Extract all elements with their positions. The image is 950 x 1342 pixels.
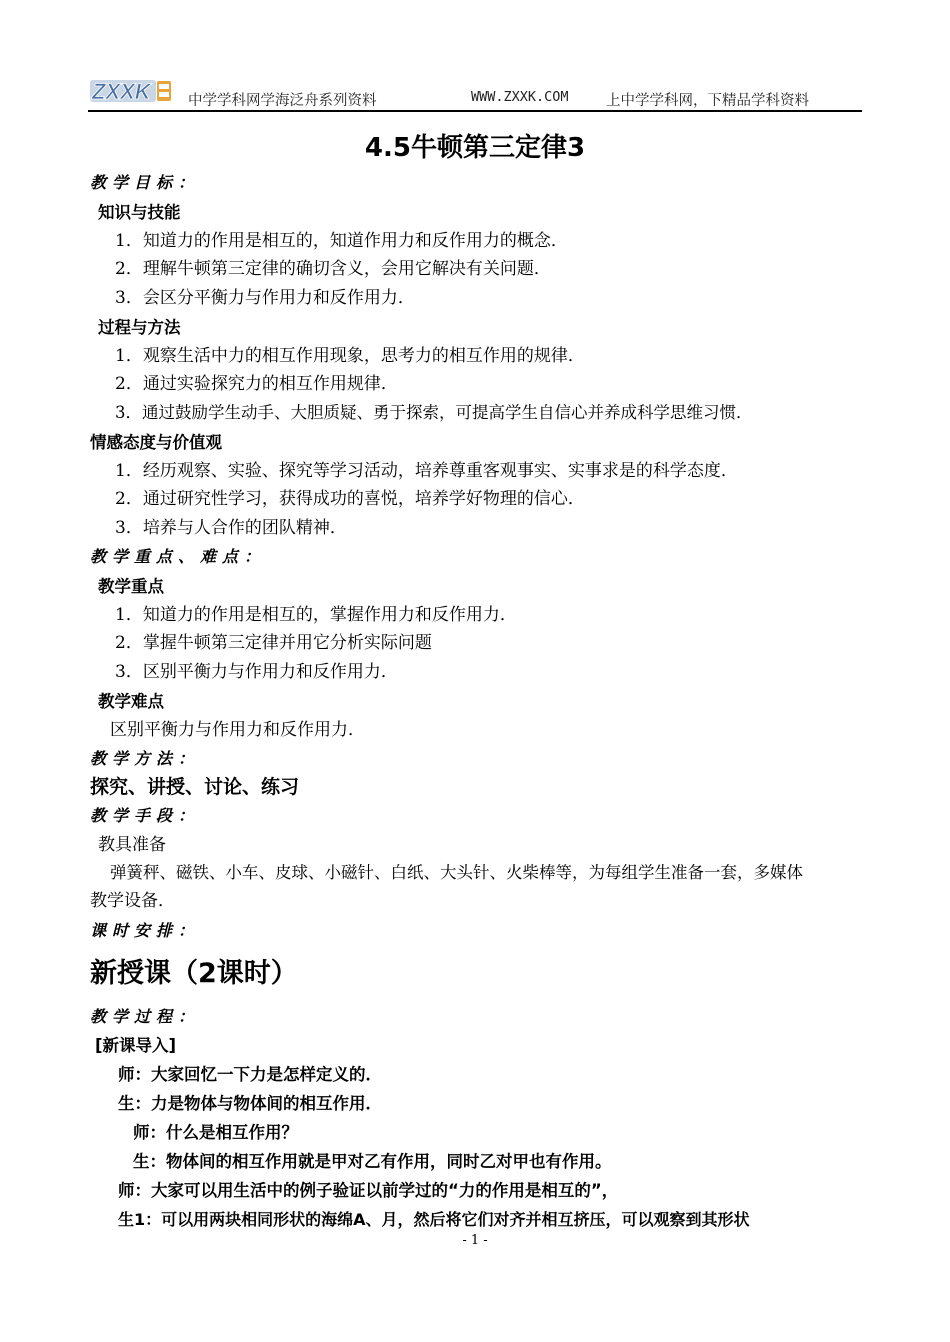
zxxk-logo (90, 76, 172, 106)
process-method-item: 3．通过鼓励学生动手、大胆质疑、勇于探索，可提高学生自信心并养成科学思维习惯． (115, 403, 753, 422)
methods-text: 探究、讲授、讨论、练习 (90, 776, 300, 798)
page-header (88, 76, 862, 112)
difficulty-text: 区别平衡力与作用力和反作用力． (110, 720, 365, 740)
dialog-line: 生：物体间的相互作用就是甲对乙有作用，同时乙对甲也有作用。 (133, 1152, 612, 1171)
process-method-item: 2．通过实验探究力的相互作用规律． (115, 374, 398, 394)
new-lesson-intro: [新课导入] (95, 1036, 177, 1055)
emotion-item: 3．培养与人合作的团队精神． (115, 518, 347, 538)
means-text-line2: 教学设备． (90, 891, 175, 911)
knowledge-item: 2．理解牛顿第三定律的确切含义，会用它解决有关问题． (115, 259, 551, 279)
emotion-item: 1．经历观察、实验、探究等学习活动，培养尊重客观事实、实事求是的科学态度． (115, 461, 738, 481)
process-method-heading: 过程与方法 (98, 318, 181, 337)
dialog-line: 师：大家回忆一下力是怎样定义的． (118, 1065, 382, 1084)
dialog-line: 生1：可以用两块相同形状的海绵A、月，然后将它们对齐并相互挤压，可以观察到其形状 (118, 1210, 750, 1229)
means-text-line1: 弹簧秤、磁铁、小车、皮球、小磁针、白纸、大头针、火柴棒等，为每组学生准备一套，多媒体 (110, 863, 803, 882)
emotion-item: 2．通过研究性学习，获得成功的喜悦，培养学好物理的信心． (115, 489, 585, 509)
dialog-line: 生：力是物体与物体间的相互作用． (118, 1094, 382, 1113)
schedule-text: 新授课（2课时） (90, 958, 298, 989)
header-website[interactable]: WWW.ZXXK.COM (471, 89, 569, 105)
knowledge-item: 3．会区分平衡力与作用力和反作用力． (115, 288, 415, 308)
focus-item: 2．掌握牛顿第三定律并用它分析实际问题 (115, 633, 432, 653)
means-heading: 教具准备 (98, 835, 166, 855)
dialog-line: 师：什么是相互作用？ (133, 1123, 298, 1142)
header-left-text: 中学学科网学海泛舟系列资料 (188, 93, 377, 109)
objectives-label: 教学目标： (90, 173, 201, 192)
focus-heading: 教学重点 (98, 577, 164, 596)
knowledge-item: 1．知道力的作用是相互的，知道作用力和反作用力的概念． (115, 231, 568, 251)
svg-text:ZXXK: ZXXK (92, 79, 151, 104)
process-method-item: 1．观察生活中力的相互作用现象，思考力的相互作用的规律． (115, 346, 585, 366)
page-number: - 1 - (462, 1233, 488, 1248)
header-right-text: 上中学学科网，下精品学科资料 (606, 93, 809, 109)
knowledge-heading: 知识与技能 (98, 203, 181, 222)
document-title: 4.5牛顿第三定律3 (364, 133, 586, 163)
focus-item: 1．知道力的作用是相互的，掌握作用力和反作用力． (115, 605, 517, 625)
difficulty-heading: 教学难点 (98, 692, 164, 711)
key-points-label: 教学重点、难点： (90, 547, 267, 566)
methods-label: 教学方法： (90, 749, 201, 768)
emotion-heading: 情感态度与价值观 (90, 433, 222, 452)
dialog-line: 师：大家可以用生活中的例子验证以前学过的“力的作用是相互的”， (118, 1181, 619, 1200)
focus-item: 3．区别平衡力与作用力和反作用力． (115, 662, 398, 682)
schedule-label: 课时安排： (90, 921, 201, 940)
means-label: 教学手段： (90, 806, 201, 825)
process-label: 教学过程： (90, 1007, 201, 1026)
